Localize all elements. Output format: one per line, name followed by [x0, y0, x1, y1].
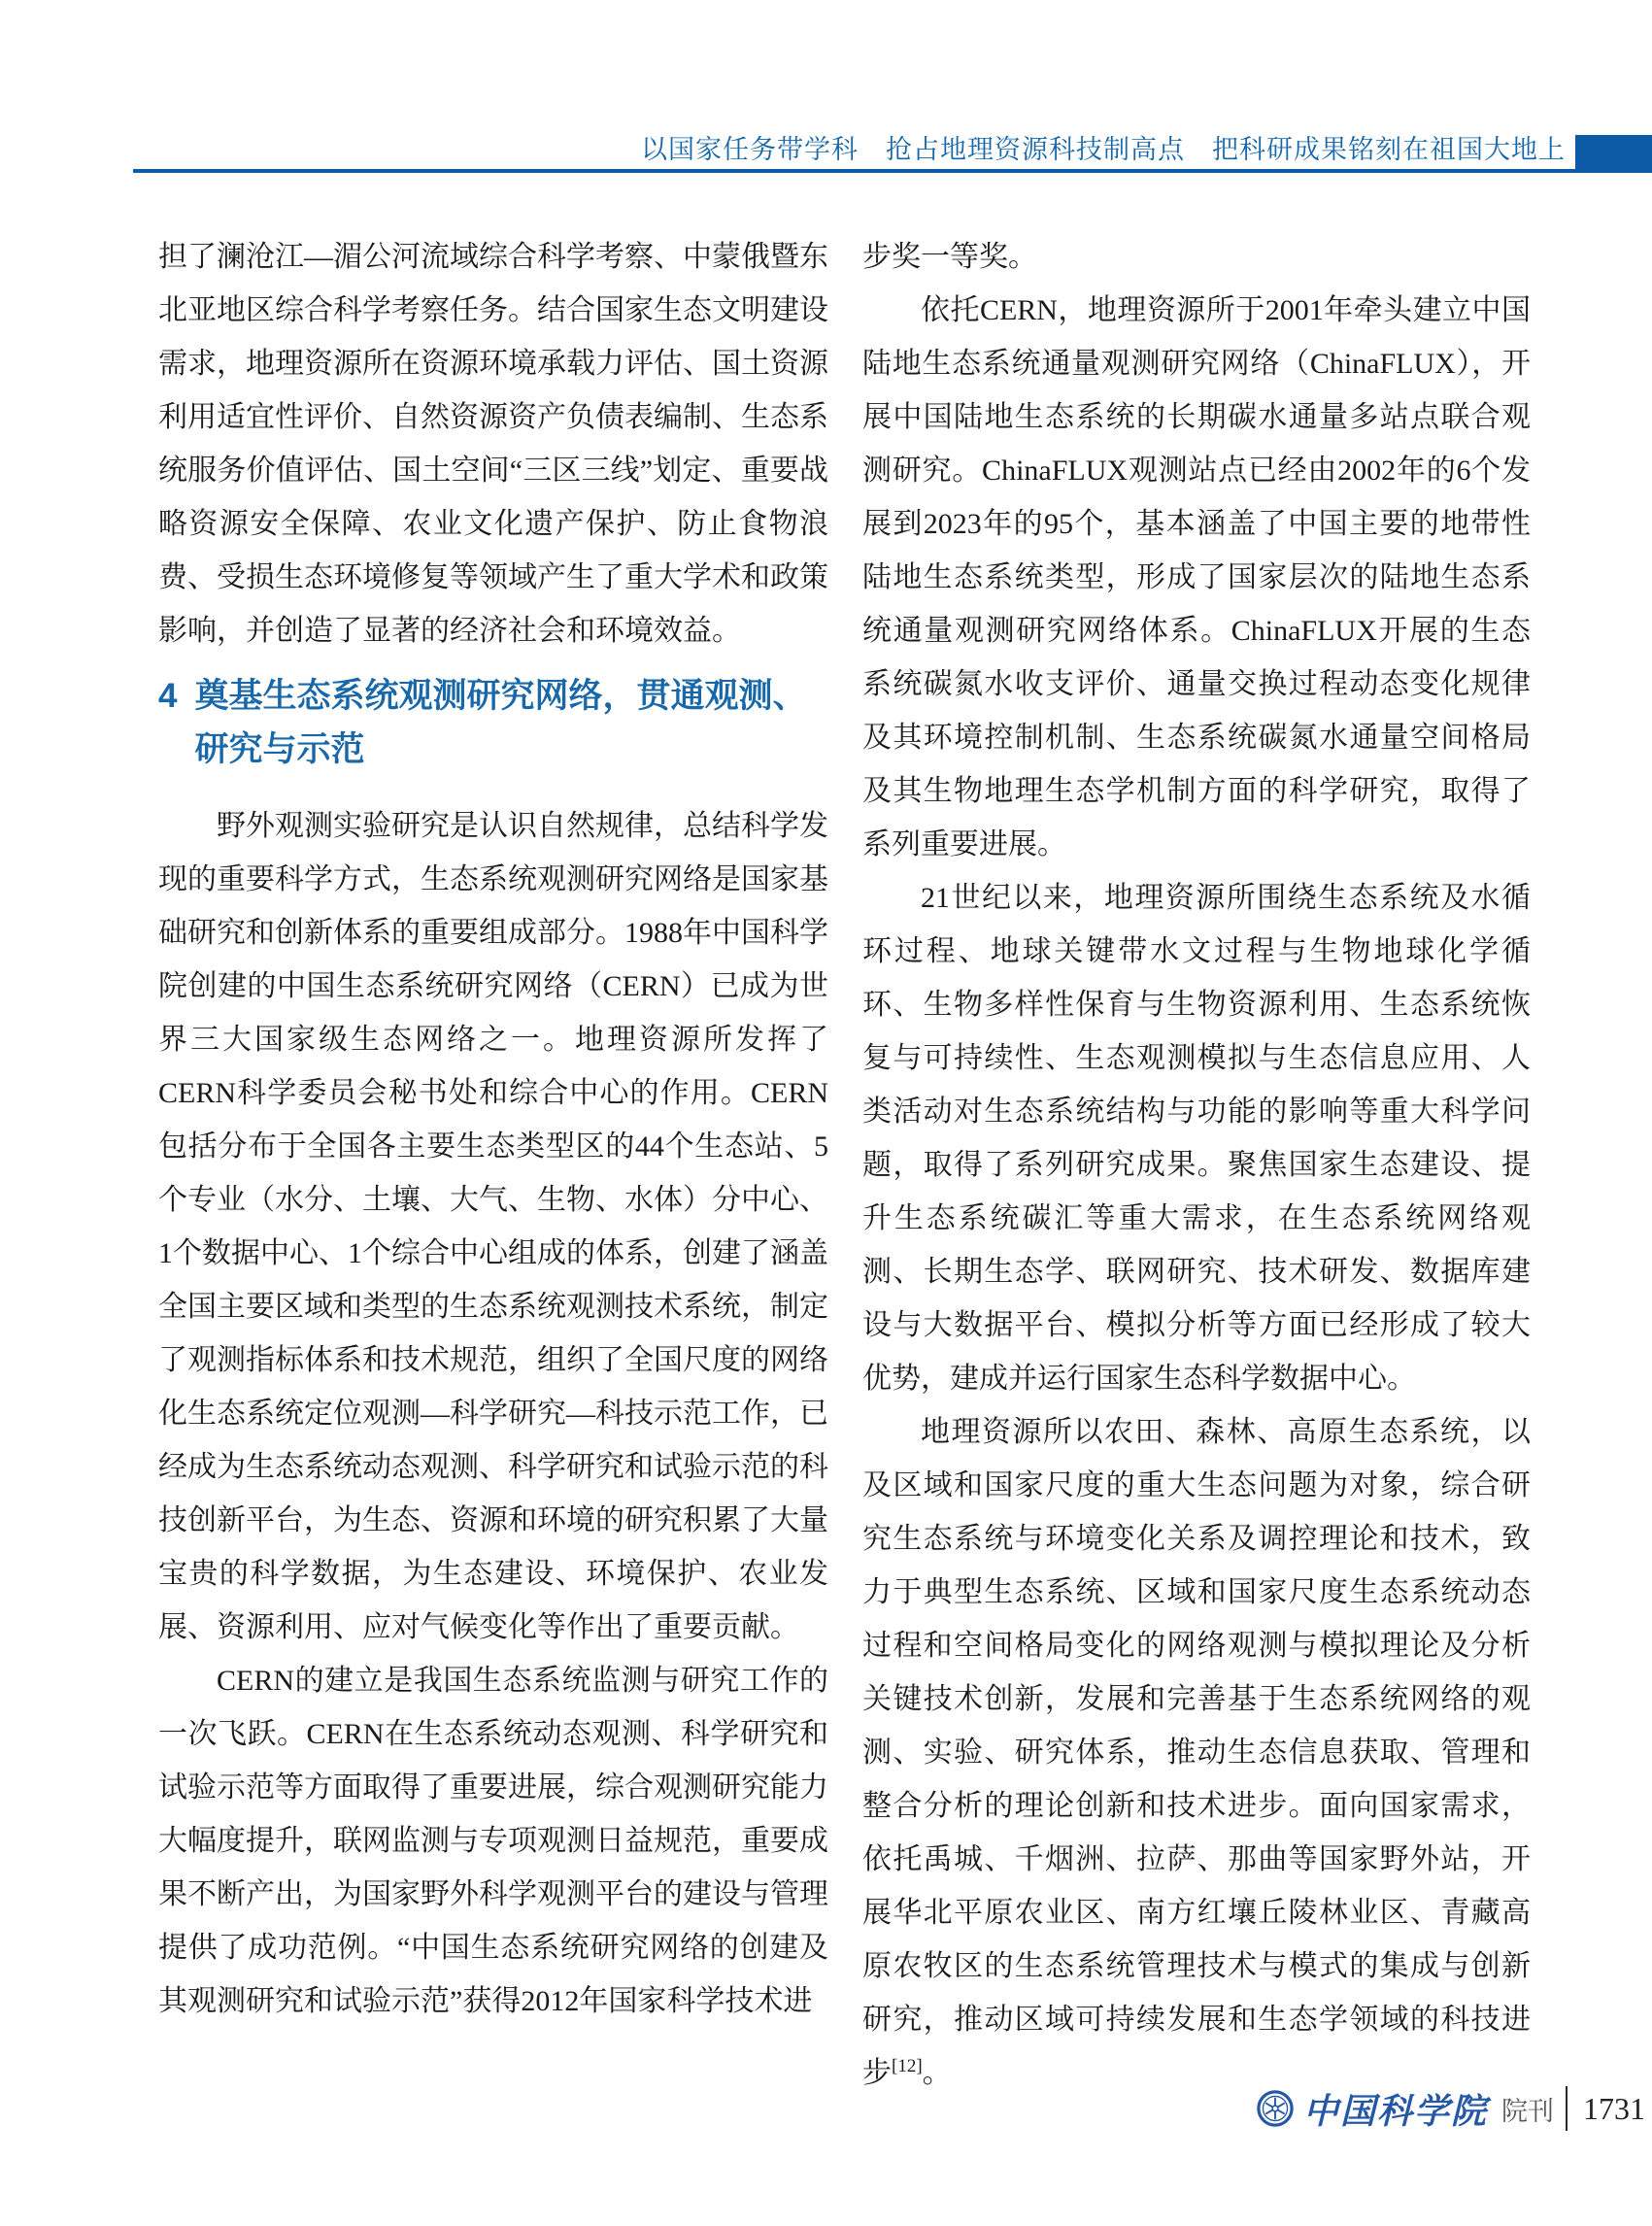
cas-logo-text: 中国科学院 — [1303, 2091, 1489, 2131]
header-accent-block — [1575, 135, 1652, 173]
page-number: 1731 — [1583, 2090, 1646, 2126]
paragraph-chinaflux: 依托CERN，地理资源所于2001年牵头建立中国陆地生态系统通量观测研究网络（ChinaFLUX），开展中国陆地生态系统的长期碳水通量多站点联合观测研究。ChinaFLUX观测站点已经由2002年的6个发展到2023年的95个，基本涵盖了中国主要的地带性陆地生态系统类型，形成了国家层次的陆地生态系统通量观测研究网络体系。ChinaFLUX开展的生态系统碳氮水收支评价、通量交换过程动态变化规律及其环境控制机制、生态系统碳氮水通量空间格局及其生物地理生态学机制方面的科学研究，取得了系列重要进展。 — [862, 294, 1531, 860]
journal-label: 院刊 — [1501, 2096, 1555, 2126]
paragraph-cern-leap: CERN的建立是我国生态系统监测与研究工作的一次飞跃。CERN在生态系统动态观测、科学研究和试验示范等方面取得了重要进展，综合观测研究能力大幅度提升，联网监测与专项观测日益规范，重要成果不断产出，为国家野外科学观测平台的建设与管理提供了成功范例。“中国生态系统研究网络的创建及其观测研究和试验示范”获得2012年国家科学技术进 — [158, 1665, 828, 2017]
header-slogan: 以国家任务带学科 抢占地理资源科技制高点 把科研成果铭刻在祖国大地上 — [641, 135, 1566, 164]
section-number: 4 — [158, 677, 178, 715]
footer-separator — [1566, 2086, 1568, 2131]
footer — [1257, 2084, 1645, 2133]
paragraph-carryover: 担了澜沧江—湄公河流域综合科学考察、中蒙俄暨东北亚地区综合科学考察任务。结合国家生态文明建设需求，地理资源所在资源环境承载力评估、国土资源利用适宜性评价、自然资源资产负债表编制、生态系统服务价值评估、国土空间“三区三线”划定、重要战略资源安全保障、农业文化遗产保护、防止食物浪费、受损生态环境修复等领域产生了重大学术和政策影响，并创造了显著的经济社会和环境效益。 — [158, 241, 828, 647]
left-column — [158, 230, 828, 2028]
cas-emblem-icon — [1257, 2090, 1294, 2127]
paragraph-field-stations — [862, 1405, 1531, 2100]
header-rule — [133, 169, 1575, 173]
citation-marker: [12] — [892, 2056, 923, 2076]
paragraph-field-stations-text: 地理资源所以农田、森林、高原生态系统，以及区域和国家尺度的重大生态问题为对象，综合研究生态系统与环境变化关系及调控理论和技术，致力于典型生态系统、区域和国家尺度生态系统动态过程和空间格局变化的网络观测与模拟理论及分析关键技术创新，发展和完善基于生态系统网络的观测、实验、研究体系，推动生态信息获取、管理和整合分析的理论创新和技术进步。面向国家需求，依托禹城、千烟洲、拉萨、那曲等国家野外站，开展华北平原农业区、南方红壤丘陵林业区、青藏高原农牧区的生态系统管理技术与模式的集成与创新研究，推动区域可持续发展和生态学领域的科技进步 — [862, 1416, 1531, 2089]
section-title: 奠基生态系统观测研究网络，贯通观测、研究与示范 — [194, 677, 807, 768]
paragraph-carryover-continued: 步奖一等奖。 — [862, 241, 1037, 273]
right-column — [862, 230, 1531, 2100]
paragraph-21st-century: 21世纪以来，地理资源所围绕生态系统及水循环过程、地球关键带水文过程与生物地球化学循环、生物多样性保育与生物资源利用、生态系统恢复与可持续性、生态观测模拟与生态信息应用、人类活动对生态系统结构与功能的影响等重大科学问题，取得了系列研究成果。聚焦国家生态建设、提升生态系统碳汇等重大需求，在生态系统网络观测、长期生态学、联网研究、技术研发、数据库建设与大数据平台、模拟分析等方面已经形成了较大优势，建成并运行国家生态科学数据中心。 — [862, 882, 1531, 1395]
section-heading — [158, 669, 828, 776]
paragraph-cern-network: 野外观测实验研究是认识自然规律，总结科学发现的重要科学方式，生态系统观测研究网络是国家基础研究和创新体系的重要组成部分。1988年中国科学院创建的中国生态系统研究网络（CERN）已成为世界三大国家级生态网络之一。地理资源所发挥了CERN科学委员会秘书处和综合中心的作用。CERN包括分布于全国各主要生态类型区的44个生态站、5个专业（水分、土壤、大气、生物、水体）分中心、1个数据中心、1个综合中心组成的体系，创建了涵盖全国主要区域和类型的生态系统观测技术系统，制定了观测指标体系和技术规范，组织了全国尺度的网络化生态系统定位观测—科学研究—科技示范工作，已经成为生态系统动态观测、科学研究和试验示范的科技创新平台，为生态、资源和环境的研究积累了大量宝贵的科学数据，为生态建设、环境保护、农业发展、资源利用、应对气候变化等作出了重要贡献。 — [158, 810, 828, 1643]
paragraph-field-stations-period: 。 — [922, 2057, 952, 2089]
